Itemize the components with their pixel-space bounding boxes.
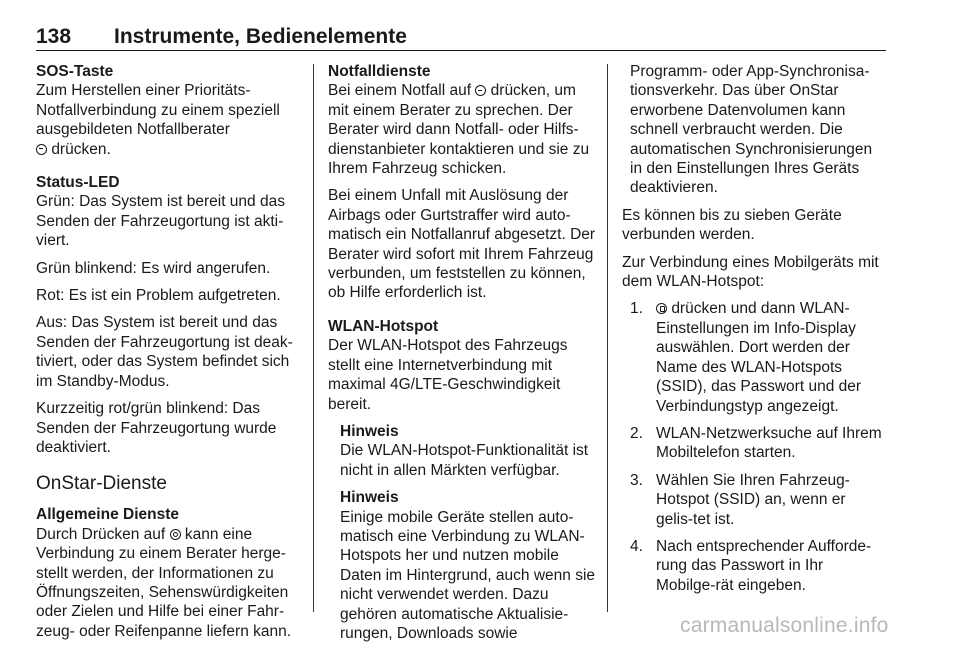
page-header [36, 26, 886, 51]
led-paragraph-4: Aus: Das System ist bereit und das Senden der Fahrzeugortung ist deak-tiviert, oder das System befindet sich im Standby-Modus. [36, 314, 293, 390]
section-heading: OnStar-Dienste [36, 473, 167, 495]
note-2 [328, 488, 596, 643]
general-services-heading: Allgemeine Dienste [36, 506, 179, 524]
steps-list [622, 299, 886, 595]
onstar-icon [170, 529, 181, 540]
led-paragraph-1: Grün: Das System ist bereit und das Senden der Fahrzeugortung ist akti-viert. [36, 193, 285, 250]
phone-icon [656, 303, 667, 314]
note-text: Die WLAN-Hotspot-Funktionalität ist nicht in allen Märkten verfügbar. [340, 442, 589, 479]
column-divider [313, 64, 314, 612]
list-item: 4. Nach entsprechender Aufforde-rung das Passwort in Ihr Mobilge-rät eingeben. [630, 537, 872, 594]
led-paragraph-3: Rot: Es ist ein Problem aufgetreten. [36, 287, 281, 305]
sos-icon [36, 144, 47, 155]
note-1 [328, 422, 596, 480]
led-paragraph-2: Grün blinkend: Es wird angerufen. [36, 259, 271, 277]
general-services-paragraph: Durch Drücken auf kann eine Verbindung zu einem Berater herge-stellt werden, der Informationen zu Öffnungszeiten, Sehenswürdigkeiten oder Zielen und Hilfe bei einer Fahr-zeug- oder Reifenpanne liefern kann. [36, 525, 292, 640]
emergency-paragraph: Bei einem Notfall auf drücken, um mit einem Berater zu sprechen. Der Berater wird dann Notfall- oder Hilfs-dienstanbieter kontaktieren und sie zu Ihrem Fahrzeug schicken. [328, 82, 590, 178]
note-heading: Hinweis [340, 489, 399, 507]
led-heading: Status-LED [36, 174, 120, 192]
sos-heading: SOS-Taste [36, 63, 114, 80]
emergency-paragraph-2: Bei einem Unfall mit Auslösung der Airbags oder Gurtstraffer wird auto-matisch ein Notfallanruf abgesetzt. Der Berater wird sofort mit Ihrem Fahrzeug verbunden, um feststellen zu können, ob Hilfe erforderlich ist. [328, 187, 596, 302]
column-1 [36, 62, 298, 649]
note-text: Einige mobile Geräte stellen auto-matisch eine Verbindung zu WLAN-Hotspots her und nutzen mobile Daten im Hintergrund, auch wenn sie nicht verwendet werden. Dazu gehören automatische Aktualisie-rungen, Downloads sowie [340, 508, 596, 642]
led-paragraph-5: Kurzzeitig rot/grün blinkend: Das Senden der Fahrzeugortung wurde deaktiviert. [36, 400, 277, 456]
column-2 [328, 62, 596, 651]
column-3 [622, 62, 886, 603]
sos-paragraph: Zum Herstellen einer Prioritäts-Notfallverbindung zu einem speziell ausgebildeten Notfallberater drücken. [36, 82, 280, 158]
emergency-heading: Notfalldienste [328, 63, 431, 80]
page-title: Instrumente, Bedienelemente [114, 25, 407, 48]
wlan-heading: WLAN-Hotspot [328, 317, 439, 335]
page-number: 138 [36, 25, 72, 48]
paragraph-connect: Zur Verbindung eines Mobilgeräts mit dem WLAN-Hotspot: [622, 253, 879, 291]
watermark: carmanualsonline.info [680, 614, 889, 637]
sos-icon [475, 85, 486, 96]
list-item: 2. WLAN-Netzwerksuche auf Ihrem Mobiltelefon starten. [630, 424, 882, 462]
note-heading: Hinweis [340, 422, 399, 440]
list-item: 1. drücken und dann WLAN-Einstellungen im Info-Display auswählen. Dort werden der Name des WLAN-Hotspots (SSID), das Passwort und der Verbindungstyp angezeigt. [630, 300, 862, 415]
paragraph-devices: Es können bis zu sieben Geräte verbunden werden. [622, 206, 842, 244]
column-divider [607, 64, 608, 612]
list-item: 3. Wählen Sie Ihren Fahrzeug-Hotspot (SSID) an, wenn er gelis-tet ist. [630, 471, 850, 528]
wlan-paragraph: Der WLAN-Hotspot des Fahrzeugs stellt eine Internetverbindung mit maximal 4G/LTE-Geschwindigkeit bereit. [328, 337, 568, 413]
note-2-continued: Programm- oder App-Synchronisa-tionsverkehr. Das über OnStar erworbene Datenvolumen kann schnell verbraucht werden. Die automatischen Synchronisierungen in den Einstellungen Ihres Geräts deaktivieren. [630, 63, 873, 197]
